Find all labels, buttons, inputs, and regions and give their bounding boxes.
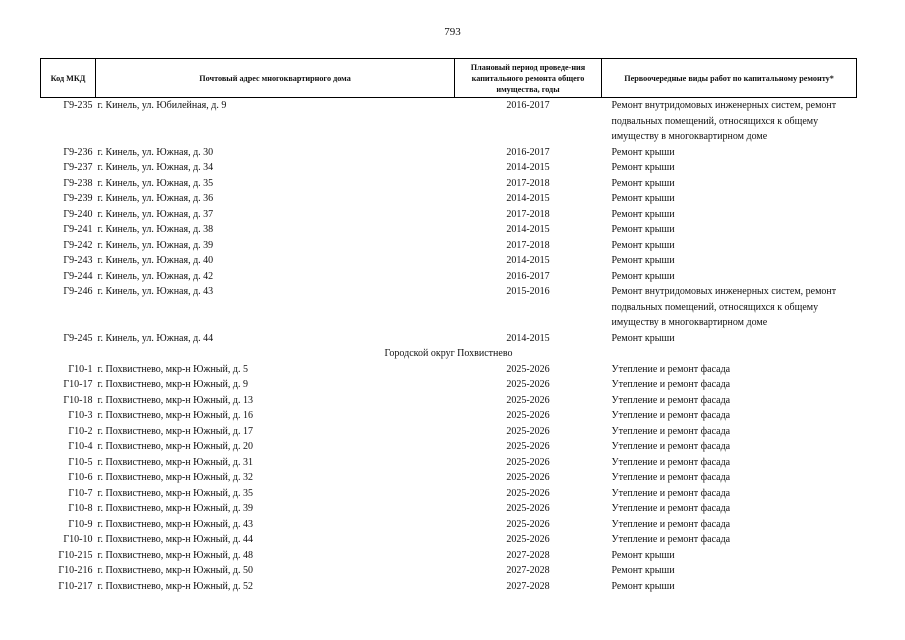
cell-period: 2015-2016	[506, 286, 550, 297]
cell-address: г. Кинель, ул. Южная, д. 34	[97, 162, 214, 173]
cell-address: г. Похвистнево, мкр-н Южный, д. 48	[97, 549, 253, 561]
cell-works: Ремонт крыши	[611, 270, 675, 282]
cell-address: г. Похвистнево, мкр-н Южный, д. 44	[97, 534, 253, 545]
cell-address: г. Похвистнево, мкр-н Южный, д. 35	[97, 487, 253, 499]
cell-address: г. Кинель, ул. Южная, д. 35	[97, 177, 214, 189]
cell-works: Утепление и ремонт фасада	[611, 472, 731, 483]
cell-period: 2017-2018	[506, 177, 550, 189]
cell-works: Утепление и ремонт фасада	[611, 518, 731, 530]
header-code: Код МКД	[41, 59, 96, 98]
cell-period: 2025-2026	[506, 472, 550, 483]
table-row	[41, 284, 857, 331]
cell-period: 2025-2026	[506, 363, 550, 375]
cell-period: 2025-2026	[506, 441, 550, 452]
table-header	[41, 59, 857, 98]
cell-address: г. Похвистнево, мкр-н Южный, д. 20	[97, 441, 253, 452]
cell-code: Г10-2	[68, 425, 93, 437]
table-row	[41, 269, 857, 285]
cell-code: Г9-244	[63, 270, 93, 282]
table-row	[41, 207, 857, 223]
cell-period: 2016-2017	[506, 270, 550, 282]
cell-works: Ремонт крыши	[611, 177, 675, 189]
cell-code: Г10-9	[68, 518, 93, 530]
cell-code: Г9-235	[63, 100, 93, 111]
table-row	[41, 532, 857, 548]
cell-address: г. Кинель, ул. Юбилейная, д. 9	[97, 100, 227, 111]
cell-code: Г10-5	[68, 456, 93, 468]
cell-period: 2014-2015	[506, 255, 550, 266]
cell-works: Ремонт крыши	[611, 146, 675, 158]
cell-works: Утепление и ремонт фасада	[611, 534, 731, 545]
cell-period: 2025-2026	[506, 394, 550, 406]
cell-address: г. Кинель, ул. Южная, д. 36	[97, 193, 214, 204]
table-row	[41, 377, 857, 393]
cell-address: г. Кинель, ул. Южная, д. 40	[97, 255, 214, 266]
cell-code: Г9-236	[63, 146, 93, 158]
table-row	[41, 563, 857, 579]
cell-code: Г10-18	[63, 394, 93, 406]
cell-address: г. Похвистнево, мкр-н Южный, д. 13	[97, 394, 253, 406]
cell-period: 2027-2028	[506, 580, 550, 592]
section-row	[41, 346, 857, 362]
cell-code: Г10-8	[68, 503, 93, 514]
section-title: Городской округ Похвистнево	[384, 348, 513, 359]
cell-period: 2025-2026	[506, 503, 550, 514]
cell-address: г. Похвистнево, мкр-н Южный, д. 39	[97, 503, 253, 514]
cell-code: Г9-239	[63, 193, 93, 204]
cell-works: Утепление и ремонт фасада	[611, 441, 731, 452]
cell-code: Г10-216	[58, 565, 93, 576]
cell-works: Ремонт крыши	[611, 239, 675, 251]
cell-address: г. Кинель, ул. Южная, д. 43	[97, 286, 214, 297]
cell-works: Ремонт крыши	[611, 549, 675, 561]
cell-works: Ремонт крыши	[611, 565, 675, 576]
cell-period: 2016-2017	[506, 146, 550, 158]
table-row	[41, 253, 857, 269]
cell-address: г. Кинель, ул. Южная, д. 44	[97, 332, 214, 344]
cell-address: г. Похвистнево, мкр-н Южный, д. 32	[97, 472, 253, 483]
cell-code: Г10-6	[68, 472, 93, 483]
table-row	[41, 393, 857, 409]
table-row	[41, 517, 857, 533]
cell-works: Ремонт крыши	[611, 224, 675, 235]
table-row	[41, 222, 857, 238]
cell-works: Ремонт крыши	[611, 332, 675, 344]
cell-address: г. Похвистнево, мкр-н Южный, д. 17	[97, 425, 253, 437]
cell-code: Г9-238	[63, 177, 93, 189]
cell-works: Ремонт крыши	[611, 162, 675, 173]
cell-works: Утепление и ремонт фасада	[611, 379, 731, 390]
cell-code: Г9-243	[63, 255, 93, 266]
cell-address: г. Кинель, ул. Южная, д. 30	[97, 146, 214, 158]
table-row	[41, 548, 857, 564]
cell-address: г. Похвистнево, мкр-н Южный, д. 43	[97, 518, 253, 530]
cell-code: Г10-217	[58, 580, 93, 592]
cell-period: 2017-2018	[506, 239, 550, 251]
cell-period: 2016-2017	[506, 100, 550, 111]
table-body	[41, 98, 857, 595]
table-row	[41, 191, 857, 207]
cell-period: 2027-2028	[506, 565, 550, 576]
cell-works: Утепление и ремонт фасада	[611, 503, 731, 514]
table-row	[41, 424, 857, 440]
header-period: Плановый период проведе-ния капитального ремонта общего имущества, годы	[455, 59, 602, 98]
cell-period: 2025-2026	[506, 456, 550, 468]
cell-period: 2014-2015	[506, 224, 550, 235]
cell-period: 2025-2026	[506, 518, 550, 530]
cell-works: Утепление и ремонт фасада	[611, 410, 731, 421]
table-row	[41, 486, 857, 502]
cell-code: Г10-215	[58, 549, 93, 561]
table-row	[41, 238, 857, 254]
cell-code: Г10-10	[63, 534, 93, 545]
cell-works: Утепление и ремонт фасада	[611, 363, 731, 375]
cell-address: г. Кинель, ул. Южная, д. 37	[97, 208, 214, 220]
cell-address: г. Похвистнево, мкр-н Южный, д. 16	[97, 410, 253, 421]
cell-works: Ремонт внутридомовых инженерных систем, ремонт подвальных помещений, относящихся к общему имуществу в многоквартирном доме	[611, 286, 837, 328]
cell-code: Г10-3	[68, 410, 93, 421]
cell-address: г. Кинель, ул. Южная, д. 42	[97, 270, 214, 282]
cell-period: 2025-2026	[506, 379, 550, 390]
cell-period: 2025-2026	[506, 410, 550, 421]
cell-address: г. Похвистнево, мкр-н Южный, д. 31	[97, 456, 253, 468]
table-row	[41, 439, 857, 455]
cell-code: Г9-237	[63, 162, 93, 173]
header-works: Первоочередные виды работ по капитальному ремонту*	[602, 59, 857, 98]
cell-code: Г9-241	[63, 224, 93, 235]
page-number: 793	[444, 26, 461, 38]
cell-code: Г9-245	[63, 332, 93, 344]
cell-code: Г10-17	[63, 379, 93, 390]
table-row	[41, 501, 857, 517]
header-address: Почтовый адрес многоквартирного дома	[96, 59, 455, 98]
cell-works: Утепление и ремонт фасада	[611, 456, 731, 468]
table-row	[41, 408, 857, 424]
table-row	[41, 176, 857, 192]
cell-period: 2014-2015	[506, 162, 550, 173]
table-row	[41, 145, 857, 161]
cell-works: Утепление и ремонт фасада	[611, 487, 731, 499]
cell-works: Утепление и ремонт фасада	[611, 425, 731, 437]
cell-period: 2017-2018	[506, 208, 550, 220]
cell-period: 2025-2026	[506, 487, 550, 499]
cell-period: 2025-2026	[506, 425, 550, 437]
cell-code: Г10-7	[68, 487, 93, 499]
cell-works: Ремонт внутридомовых инженерных систем, ремонт подвальных помещений, относящихся к общему имуществу в многоквартирном доме	[611, 100, 837, 142]
cell-address: г. Похвистнево, мкр-н Южный, д. 50	[97, 565, 253, 576]
cell-code: Г9-240	[63, 208, 93, 220]
cell-period: 2025-2026	[506, 534, 550, 545]
cell-works: Утепление и ремонт фасада	[611, 394, 731, 406]
table-row	[41, 470, 857, 486]
cell-works: Ремонт крыши	[611, 580, 675, 592]
cell-address: г. Похвистнево, мкр-н Южный, д. 9	[97, 379, 248, 390]
cell-code: Г10-4	[68, 441, 93, 452]
cell-period: 2014-2015	[506, 193, 550, 204]
cell-code: Г9-246	[63, 286, 93, 297]
cell-works: Ремонт крыши	[611, 193, 675, 204]
cell-works: Ремонт крыши	[611, 255, 675, 266]
table-row	[41, 579, 857, 595]
table-row	[41, 160, 857, 176]
cell-address: г. Кинель, ул. Южная, д. 39	[97, 239, 214, 251]
cell-period: 2027-2028	[506, 549, 550, 561]
cell-works: Ремонт крыши	[611, 208, 675, 220]
table-row	[41, 362, 857, 378]
cell-code: Г10-1	[68, 363, 93, 375]
table-row	[41, 455, 857, 471]
cell-period: 2014-2015	[506, 332, 550, 344]
cell-address: г. Похвистнево, мкр-н Южный, д. 52	[97, 580, 253, 592]
capital-repair-table	[40, 58, 857, 594]
table-row	[41, 98, 857, 145]
cell-address: г. Кинель, ул. Южная, д. 38	[97, 224, 214, 235]
cell-address: г. Похвистнево, мкр-н Южный, д. 5	[97, 363, 248, 375]
cell-code: Г9-242	[63, 239, 93, 251]
table-row	[41, 331, 857, 347]
